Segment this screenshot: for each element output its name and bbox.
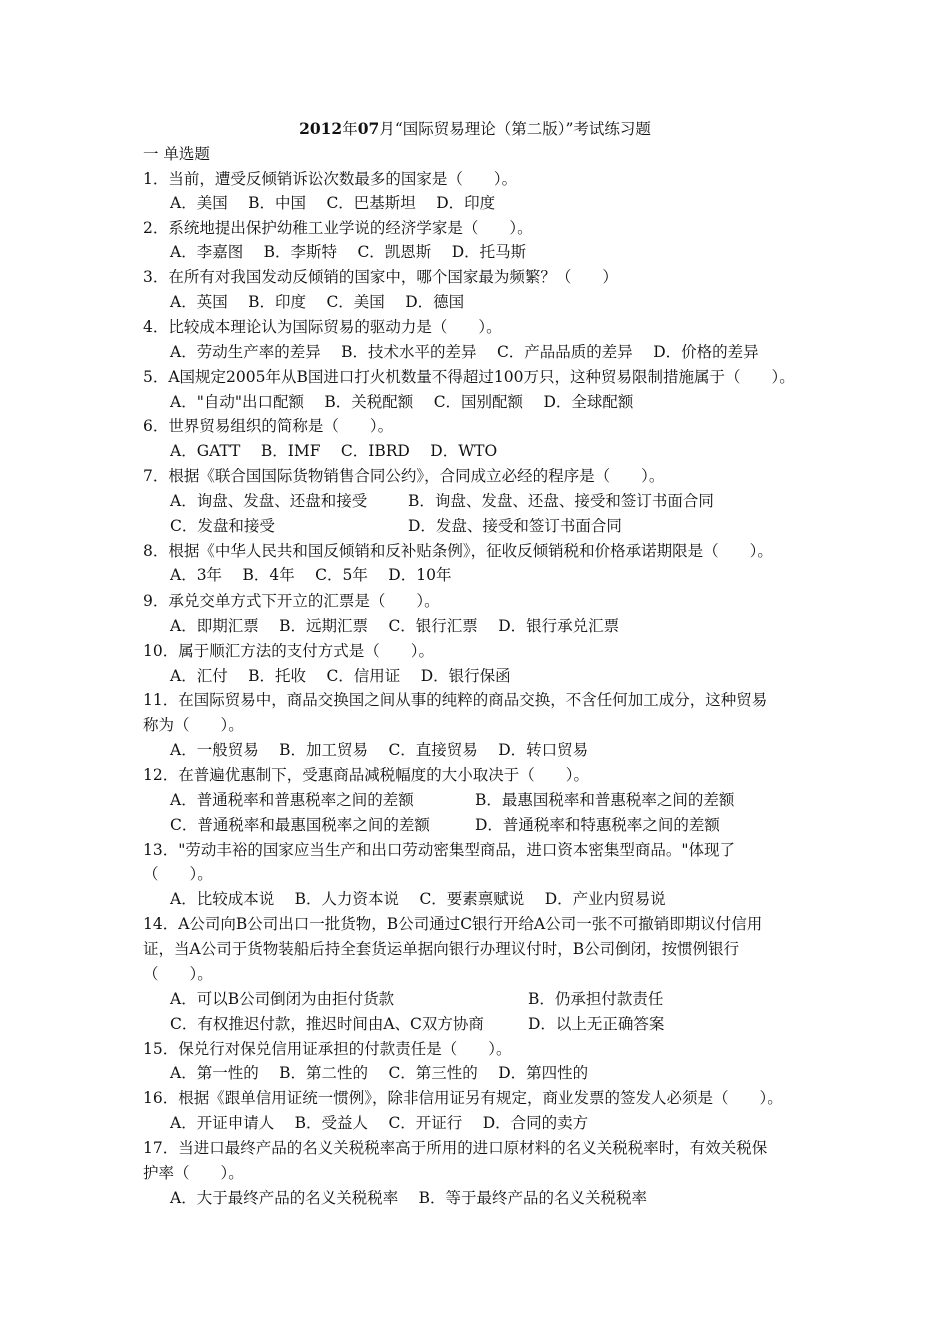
question-8-options: A．3年 B．4年 C．5年 D．10年	[170, 566, 452, 584]
question-7-option-c: C．发盘和接受	[170, 517, 275, 535]
question-7-option-b: B．询盘、发盘、还盘、接受和签订书面合同	[408, 492, 714, 510]
question-16: 16．根据《跟单信用证统一惯例》，除非信用证另有规定，商业发票的签发人必须是（ ）。	[143, 1089, 783, 1107]
question-11-options: A．一般贸易 B．加工贸易 C．直接贸易 D．转口贸易	[170, 741, 589, 759]
section-heading: 一 单选题	[143, 145, 210, 163]
page-title	[0, 119, 950, 139]
question-3: 3．在所有对我国发动反倾销的国家中，哪个国家最为频繁？（ ）	[143, 268, 618, 286]
question-17-line-1: 17．当进口最终产品的名义关税税率高于所用的进口原材料的名义关税税率时，有效关税保	[143, 1139, 768, 1157]
question-12-option-a: A．普通税率和普惠税率之间的差额	[170, 791, 414, 809]
question-15-options: A．第一性的 B．第二性的 C．第三性的 D．第四性的	[170, 1064, 589, 1082]
question-14-option-c: C．有权推迟付款，推迟时间由A、C双方协商	[170, 1015, 484, 1033]
question-15: 15．保兑行对保兑信用证承担的付款责任是（ ）。	[143, 1040, 512, 1058]
question-13-options: A．比较成本说 B．人力资本说 C．要素禀赋说 D．产业内贸易说	[170, 890, 666, 908]
question-10: 10．属于顺汇方法的支付方式是（ ）。	[143, 642, 434, 660]
title-year: 2012	[299, 119, 343, 138]
question-7-option-d: D．发盘、接受和签订书面合同	[408, 517, 622, 535]
question-2-options: A．李嘉图 B．李斯特 C．凯恩斯 D．托马斯	[170, 243, 527, 261]
question-4-options: A．劳动生产率的差异 B．技术水平的差异 C．产品品质的差异 D．价格的差异	[170, 343, 759, 361]
question-2: 2．系统地提出保护幼稚工业学说的经济学家是（ ）。	[143, 219, 533, 237]
question-17-line-2: 护率（ ）。	[143, 1164, 244, 1182]
question-14-line-1: 14．A公司向B公司出口一批货物，B公司通过C银行开给A公司一张不可撤销即期议付信用	[143, 915, 763, 933]
question-10-options: A．汇付 B．托收 C．信用证 D．银行保函	[170, 667, 511, 685]
question-1-options: A．美国 B．中国 C．巴基斯坦 D．印度	[170, 194, 496, 212]
question-14-option-b: B．仍承担付款责任	[528, 990, 664, 1008]
question-12-option-b: B．最惠国税率和普惠税率之间的差额	[475, 791, 735, 809]
question-14-option-a: A．可以B公司倒闭为由拒付货款	[170, 990, 395, 1008]
question-12: 12．在普遍优惠制下，受惠商品减税幅度的大小取决于（ ）。	[143, 766, 589, 784]
question-7-option-a: A．询盘、发盘、还盘和接受	[170, 492, 368, 510]
question-13-line-2: （ ）。	[143, 865, 213, 883]
question-11-line-2: 称为（ ）。	[143, 716, 244, 734]
question-7: 7．根据《联合国国际货物销售合同公约》，合同成立必经的程序是（ ）。	[143, 467, 665, 485]
question-12-option-d: D．普通税率和特惠税率之间的差额	[475, 816, 720, 834]
question-6-options: A．GATT B．IMF C．IBRD D．WTO	[170, 442, 498, 460]
question-17-options: A．大于最终产品的名义关税税率 B．等于最终产品的名义关税税率	[170, 1189, 648, 1207]
question-14-option-d: D．以上无正确答案	[528, 1015, 665, 1033]
question-16-options: A．开证申请人 B．受益人 C．开证行 D．合同的卖方	[170, 1114, 589, 1132]
question-1: 1．当前，遭受反倾销诉讼次数最多的国家是（ ）。	[143, 170, 518, 188]
title-year-unit: 年	[342, 120, 358, 138]
question-4: 4．比较成本理论认为国际贸易的驱动力是（ ）。	[143, 318, 502, 336]
question-5: 5．A国规定2005年从B国进口打火机数量不得超过100万只，这种贸易限制措施属于（ ）。	[143, 368, 795, 386]
question-3-options: A．英国 B．印度 C．美国 D．德国	[170, 293, 465, 311]
question-9: 9．承兑交单方式下开立的汇票是（ ）。	[143, 592, 440, 610]
question-13-line-1: 13．"劳动丰裕的国家应当生产和出口劳动密集型商品，进口资本密集型商品。"体现了	[143, 841, 735, 859]
title-month: 07	[357, 119, 380, 138]
question-12-option-c: C．普通税率和最惠国税率之间的差额	[170, 816, 430, 834]
question-5-options: A．"自动"出口配额 B．关税配额 C．国别配额 D．全球配额	[170, 393, 634, 411]
question-14-line-2: 证，当A公司于货物装船后持全套货运单据向银行办理议付时，B公司倒闭，按惯例银行	[143, 940, 740, 958]
question-9-options: A．即期汇票 B．远期汇票 C．银行汇票 D．银行承兑汇票	[170, 617, 620, 635]
question-14-line-3: （ ）。	[143, 965, 213, 983]
title-rest: 月“国际贸易理论（第二版）”考试练习题	[379, 120, 651, 138]
question-8: 8．根据《中华人民共和国反倾销和反补贴条例》，征收反倾销税和价格承诺期限是（ ）。	[143, 542, 773, 560]
question-6: 6．世界贸易组织的简称是（ ）。	[143, 417, 394, 435]
question-11-line-1: 11．在国际贸易中，商品交换国之间从事的纯粹的商品交换，不含任何加工成分，这种贸易	[143, 691, 768, 709]
